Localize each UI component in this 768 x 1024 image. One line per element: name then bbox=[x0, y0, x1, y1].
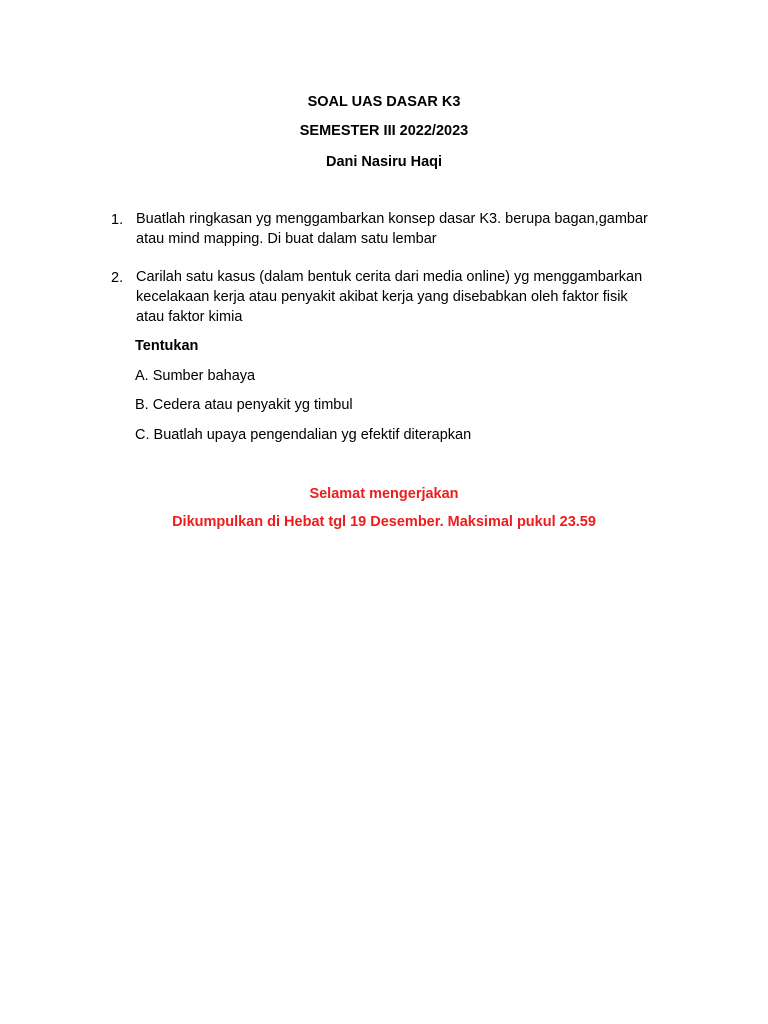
question-text-line: atau mind mapping. Di buat dalam satu lembar bbox=[136, 231, 437, 247]
tentukan-item-a: A. Sumber bahaya bbox=[135, 368, 256, 384]
tentukan-heading: Tentukan bbox=[135, 338, 199, 354]
tentukan-item-b: B. Cedera atau penyakit yg timbul bbox=[135, 397, 353, 413]
question-number: 2. bbox=[111, 270, 124, 286]
submission-deadline: Dikumpulkan di Hebat tgl 19 Desember. Maksimal pukul 23.59 bbox=[172, 514, 596, 530]
question-text-line: kecelakaan kerja atau penyakit akibat kerja yang disebabkan oleh faktor fisik bbox=[136, 289, 628, 305]
author-name: Dani Nasiru Haqi bbox=[325, 154, 443, 170]
tentukan-item-c: C. Buatlah upaya pengendalian yg efektif diterapkan bbox=[135, 427, 472, 443]
semester-line: SEMESTER III 2022/2023 bbox=[299, 123, 469, 139]
question-text-line: Carilah satu kasus (dalam bentuk cerita dari media online) yg menggambarkan bbox=[136, 269, 643, 285]
question-text-line: Buatlah ringkasan yg menggambarkan konsep dasar K3. berupa bagan,gambar bbox=[136, 211, 648, 227]
document-title: SOAL UAS DASAR K3 bbox=[307, 94, 461, 110]
closing-greeting: Selamat mengerjakan bbox=[309, 486, 459, 502]
question-text-line: atau faktor kimia bbox=[136, 309, 243, 325]
question-number: 1. bbox=[111, 212, 124, 228]
